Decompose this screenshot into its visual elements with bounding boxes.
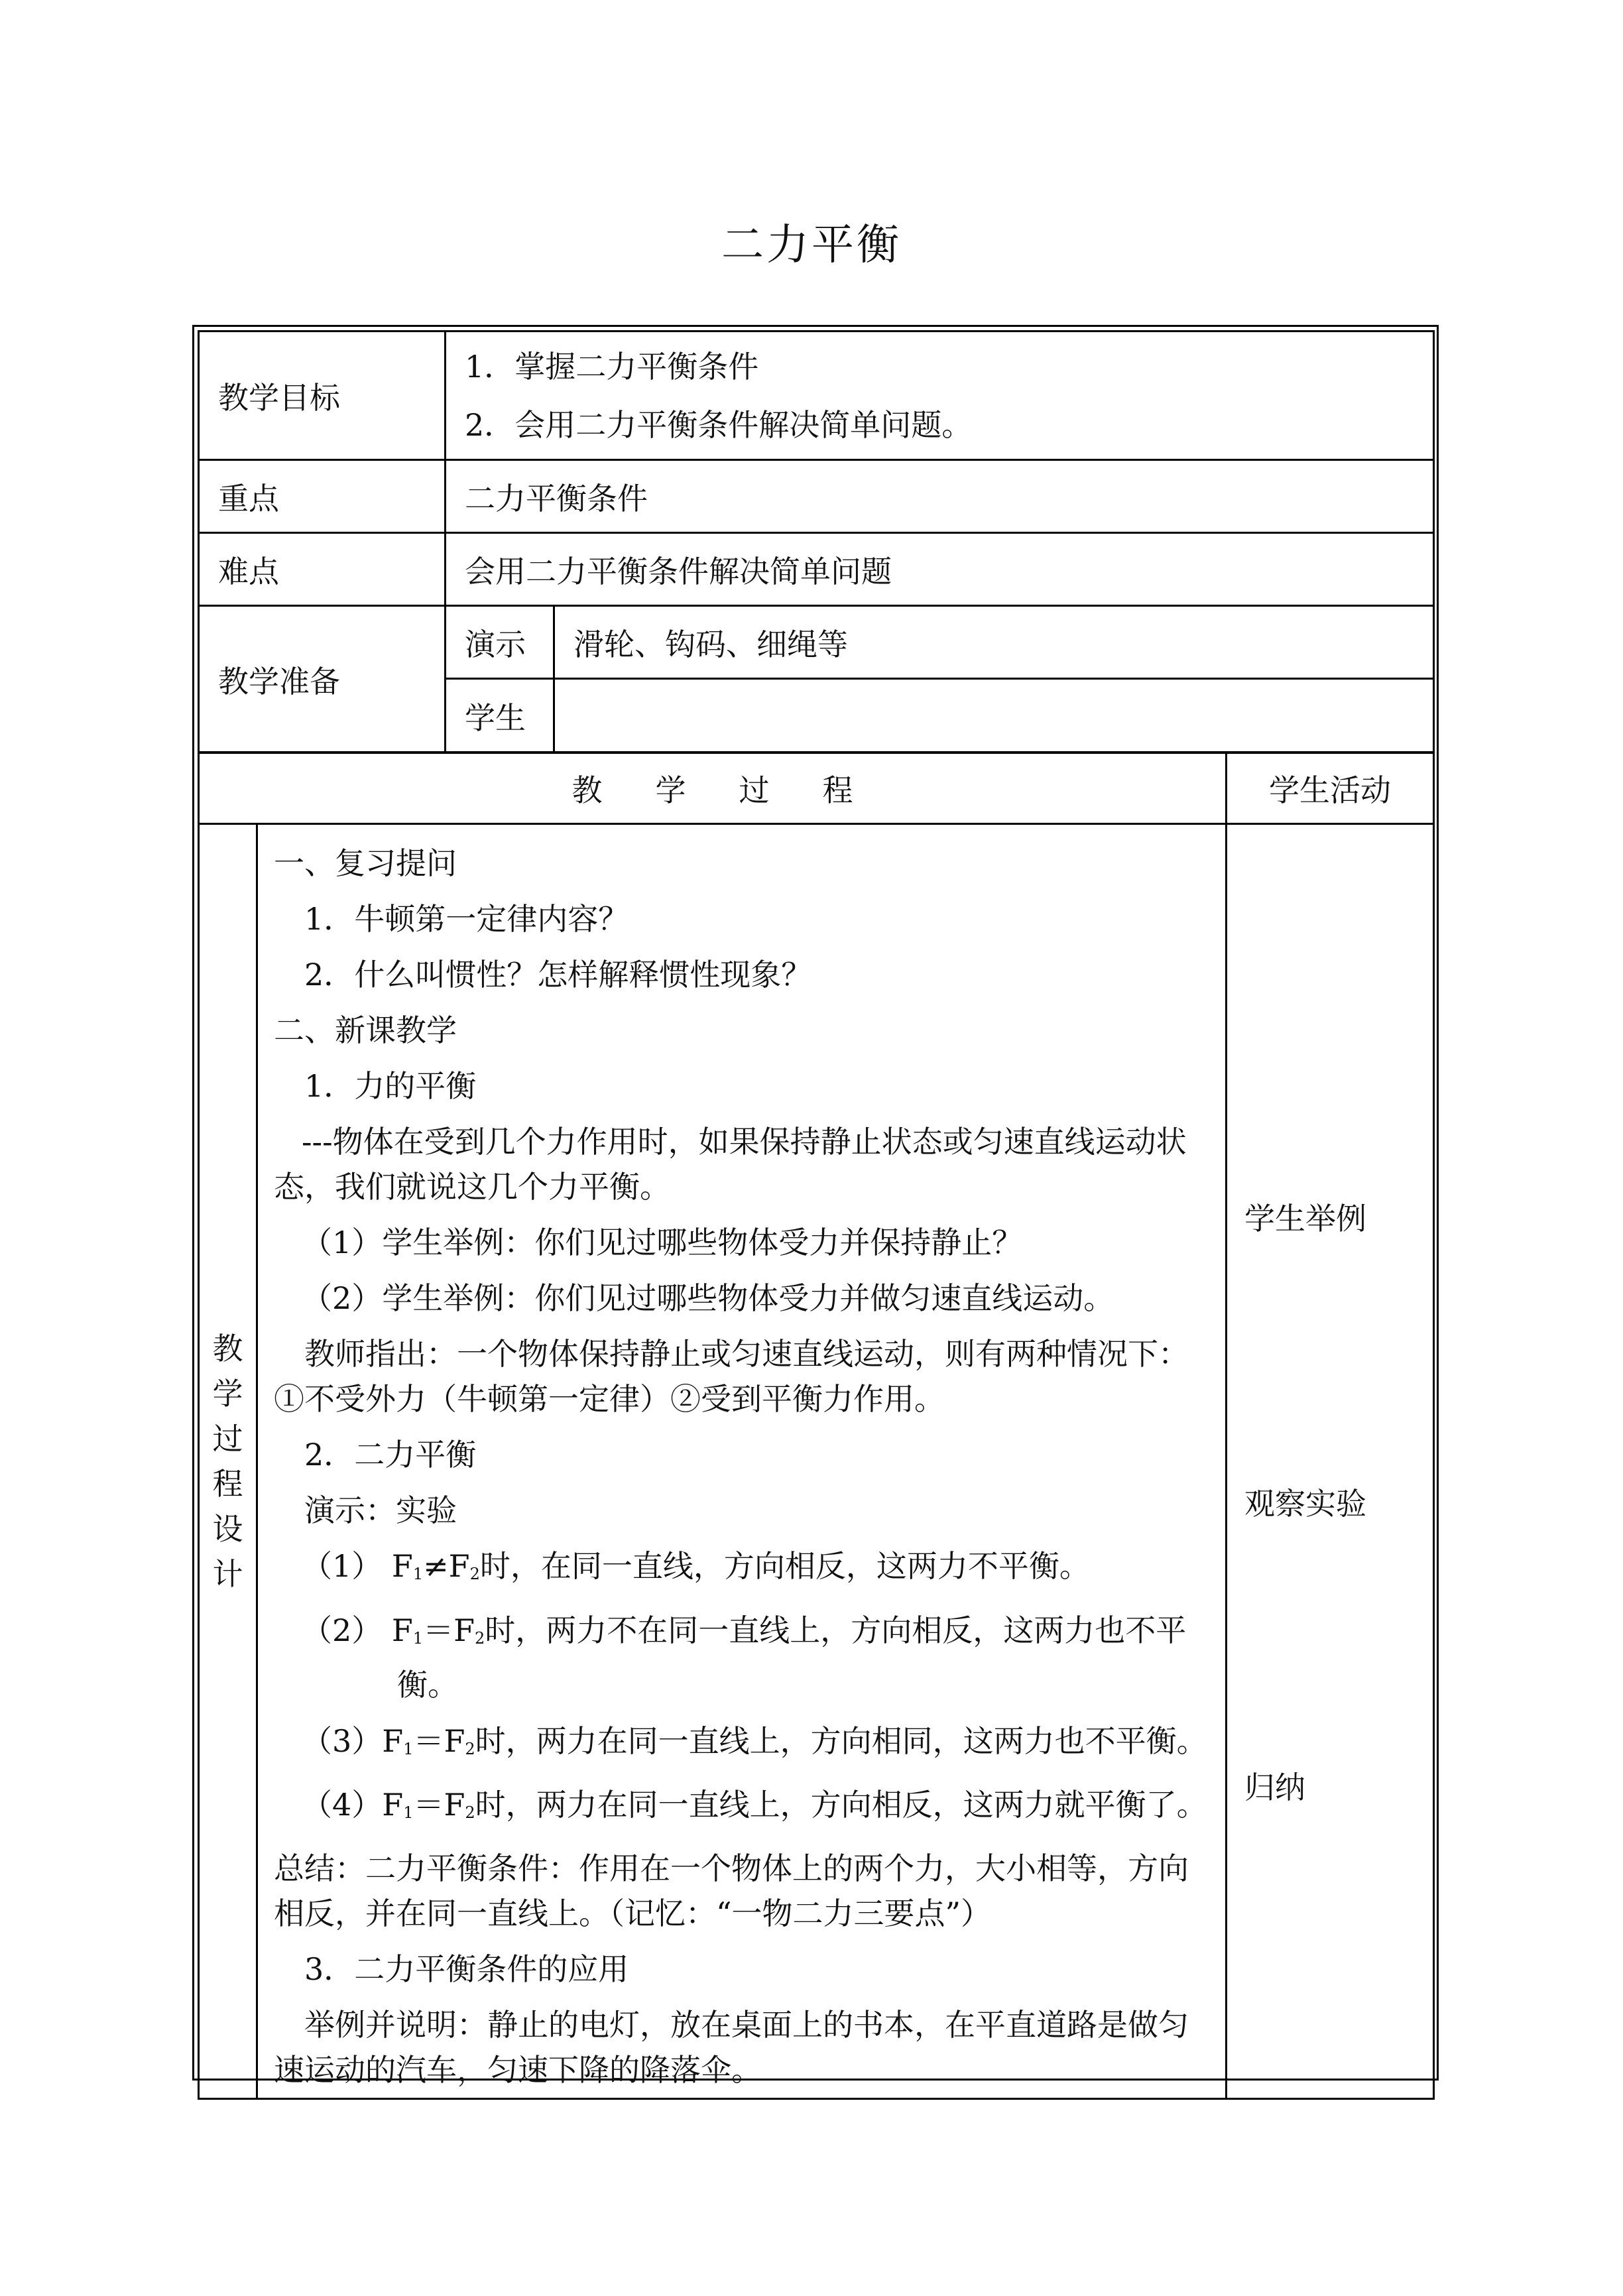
process-header xyxy=(199,753,1227,824)
key-value: 二力平衡条件 xyxy=(446,460,1434,533)
experiment-case xyxy=(274,1713,1216,1777)
subscript: 2 xyxy=(465,1740,475,1758)
difficulty-label: 难点 xyxy=(199,533,446,606)
process-body-row xyxy=(199,824,1434,2099)
teaching-process-table xyxy=(198,751,1435,2100)
activity-item: 归纳 xyxy=(1244,1770,1305,1805)
objective-item: 2．会用二力平衡条件解决简单问题。 xyxy=(465,406,973,443)
case-text: 时，在同一直线，方向相反，这两力不平衡。 xyxy=(479,1548,1090,1584)
case-prefix: （2） F xyxy=(302,1612,413,1648)
key-row xyxy=(199,460,1434,533)
prep-demo-value: 滑轮、钩码、细绳等 xyxy=(554,606,1434,679)
review-question: 2．什么叫惯性？怎样解释惯性现象？ xyxy=(304,957,812,993)
review-question: 1．牛顿第一定律内容？ xyxy=(304,901,629,937)
side-label-char: 计 xyxy=(212,1556,243,1592)
case-text: 时，两力在同一直线上，方向相同，这两力也不平衡。 xyxy=(475,1723,1207,1759)
case-text: 时，两力在同一直线上，方向相反，这两力就平衡了。 xyxy=(475,1787,1207,1823)
case-relation: ＝F xyxy=(423,1612,475,1648)
activity-header: 学生活动 xyxy=(1227,753,1434,824)
process-side-label xyxy=(199,824,257,2099)
subsection-heading: 2．二力平衡 xyxy=(304,1437,477,1473)
objectives-row xyxy=(199,332,1434,460)
case-text: 时，两力不在同一直线上，方向相反，这两力也不平 xyxy=(485,1612,1187,1648)
process-content xyxy=(257,824,1227,2099)
subscript: 1 xyxy=(412,1629,424,1648)
subscript: 1 xyxy=(412,1565,424,1583)
activity-item: 观察实验 xyxy=(1244,1486,1366,1522)
case-relation: ＝F xyxy=(413,1723,465,1759)
teacher-note xyxy=(274,1331,1216,1421)
side-label-char: 程 xyxy=(212,1466,243,1502)
demo-label: 演示：实验 xyxy=(304,1492,457,1528)
process-header-char: 学 xyxy=(655,772,686,808)
application-paragraph xyxy=(274,2002,1216,2092)
application-text: 举例并说明：静止的电灯，放在桌面上的书本，在平直道路是做匀速运动的汽车，匀速下降的降落伞。 xyxy=(274,2007,1189,2088)
difficulty-value: 会用二力平衡条件解决简单问题 xyxy=(446,533,1434,606)
process-header-row xyxy=(199,753,1434,824)
subscript: 1 xyxy=(403,1740,414,1758)
section-heading: 一、复习提问 xyxy=(274,845,457,881)
process-header-char: 程 xyxy=(822,772,853,808)
activity-item: 学生举例 xyxy=(1244,1201,1366,1237)
activity-column xyxy=(1227,824,1434,2099)
prep-demo-label: 演示 xyxy=(446,606,554,679)
subscript: 2 xyxy=(469,1565,480,1583)
prep-student-value xyxy=(554,679,1434,753)
definition-paragraph xyxy=(274,1119,1216,1209)
side-label-char: 过 xyxy=(212,1421,243,1457)
experiment-case xyxy=(274,1602,1216,1662)
case-prefix: （4）F xyxy=(302,1787,404,1823)
prep-demo-row xyxy=(199,606,1434,679)
section-heading: 二、新课教学 xyxy=(274,1012,457,1048)
case-prefix: （1） F xyxy=(302,1548,413,1584)
case-prefix: （3）F xyxy=(302,1723,404,1759)
case-relation: ≠F xyxy=(423,1548,470,1584)
page-title: 二力平衡 xyxy=(721,221,902,270)
side-label-char: 设 xyxy=(212,1511,243,1547)
objective-item: 1．掌握二力平衡条件 xyxy=(465,348,759,385)
subscript: 2 xyxy=(465,1803,475,1822)
prep-label: 教学准备 xyxy=(199,606,446,753)
case-relation: ＝F xyxy=(413,1787,465,1823)
subscript: 1 xyxy=(403,1803,414,1822)
objectives-cell xyxy=(446,332,1434,460)
process-header-char: 过 xyxy=(739,772,770,808)
subscript: 2 xyxy=(475,1629,485,1648)
process-header-char: 教 xyxy=(571,772,603,808)
experiment-case-continuation: 衡。 xyxy=(397,1667,458,1703)
experiment-case xyxy=(274,1777,1216,1841)
example-question: （2）学生举例：你们见过哪些物体受力并做匀速直线运动。 xyxy=(302,1280,1114,1316)
example-question: （1）学生举例：你们见过哪些物体受力并保持静止？ xyxy=(302,1225,1023,1260)
lesson-info-table xyxy=(198,330,1435,754)
teacher-note-text: 教师指出：一个物体保持静止或匀速直线运动，则有两种情况下：①不受外力（牛顿第一定律）②受到平衡力作用。 xyxy=(274,1336,1189,1417)
subsection-heading: 3．二力平衡条件的应用 xyxy=(304,1951,629,1987)
key-label: 重点 xyxy=(199,460,446,533)
definition-text: ---物体在受到几个力作用时，如果保持静止状态或匀速直线运动状态，我们就说这几个力平衡。 xyxy=(274,1124,1187,1205)
difficulty-row xyxy=(199,533,1434,606)
side-label-char: 教 xyxy=(212,1331,243,1366)
subsection-heading: 1．力的平衡 xyxy=(304,1068,477,1104)
summary-paragraph: 总结：二力平衡条件：作用在一个物体上的两个力，大小相等，方向相反，并在同一直线上。（记忆：“一物二力三要点”） xyxy=(274,1850,1189,1931)
objectives-label: 教学目标 xyxy=(199,332,446,460)
experiment-case xyxy=(274,1538,1216,1602)
prep-student-label: 学生 xyxy=(446,679,554,753)
side-label-char: 学 xyxy=(212,1376,243,1412)
